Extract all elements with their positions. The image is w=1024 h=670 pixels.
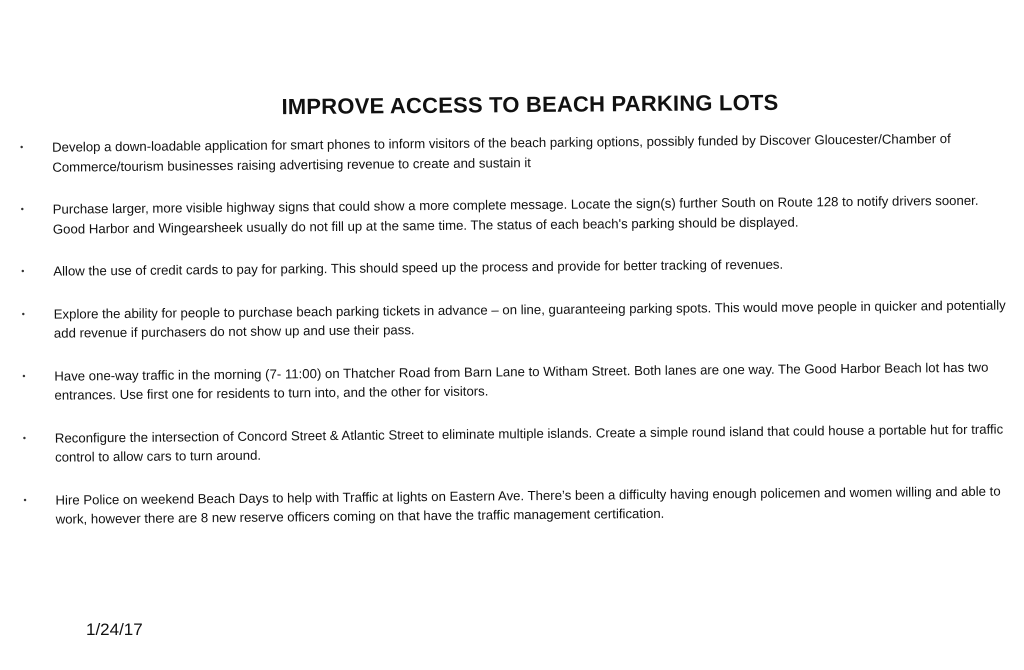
list-item [20, 128, 1010, 177]
bullet-icon: • [20, 141, 24, 152]
bullet-icon: • [20, 203, 24, 214]
list-item [23, 481, 1013, 530]
list-item-text: Hire Police on weekend Beach Days to help with Traffic at lights on Eastern Ave. There’s been a difficulty having enough policemen and women willing and able to work, however there are 8 new reserve officers coming on that have the traffic management certification. [55, 483, 1001, 527]
list-item [22, 357, 1012, 406]
document-title: IMPROVE ACCESS TO BEACH PARKING LOTS [281, 89, 779, 120]
list-item-text: Develop a down-loadable application for smart phones to inform visitors of the beach parking options, possibly funded by Discover Gloucester/Chamber of Commerce/tourism businesses raising advertising revenue to create and sustain it [52, 131, 951, 175]
list-item [21, 252, 1011, 281]
list-item-text: Have one-way traffic in the morning (7- 11:00) on Thatcher Road from Barn Lane to Witham Street. Both lanes are one way. The Good Harbor Beach lot has two entrances. Use first one for residents to turn into, and the other for visitors. [54, 359, 989, 403]
list-item [23, 419, 1013, 468]
bullet-icon: • [23, 494, 27, 505]
bullet-icon: • [22, 432, 27, 443]
list-item [22, 295, 1012, 344]
bullet-icon: • [21, 265, 25, 276]
list-item-text: Purchase larger, more visible highway signs that could show a more complete message. Locate the sign(s) further South on Route 128 to notify drivers sooner. Good Harbor and Wingearsheek usually do not fill up at the same time. The status of each beach's parking should be displayed. [52, 192, 979, 237]
list-item-text: Reconfigure the intersection of Concord Street & Atlantic Street to eliminate multiple islands. Create a simple round island that could house a portable hut for traffic control to allow cars to turn around. [54, 421, 1004, 465]
list-item-text: Explore the ability for people to purchase beach parking tickets in advance – on line, guaranteeing parking spots. This would move people in quicker and potentially add revenue if purchasers do not show up and use their pass. [53, 297, 1006, 341]
document-date: 1/24/17 [86, 620, 143, 639]
bullet-icon: • [21, 308, 25, 319]
recommendation-list [20, 128, 1014, 552]
bullet-icon: • [22, 370, 26, 381]
list-item [21, 190, 1011, 239]
list-item-text: Allow the use of credit cards to pay for parking. This should speed up the process and provide for better tracking of revenues. [53, 256, 784, 279]
